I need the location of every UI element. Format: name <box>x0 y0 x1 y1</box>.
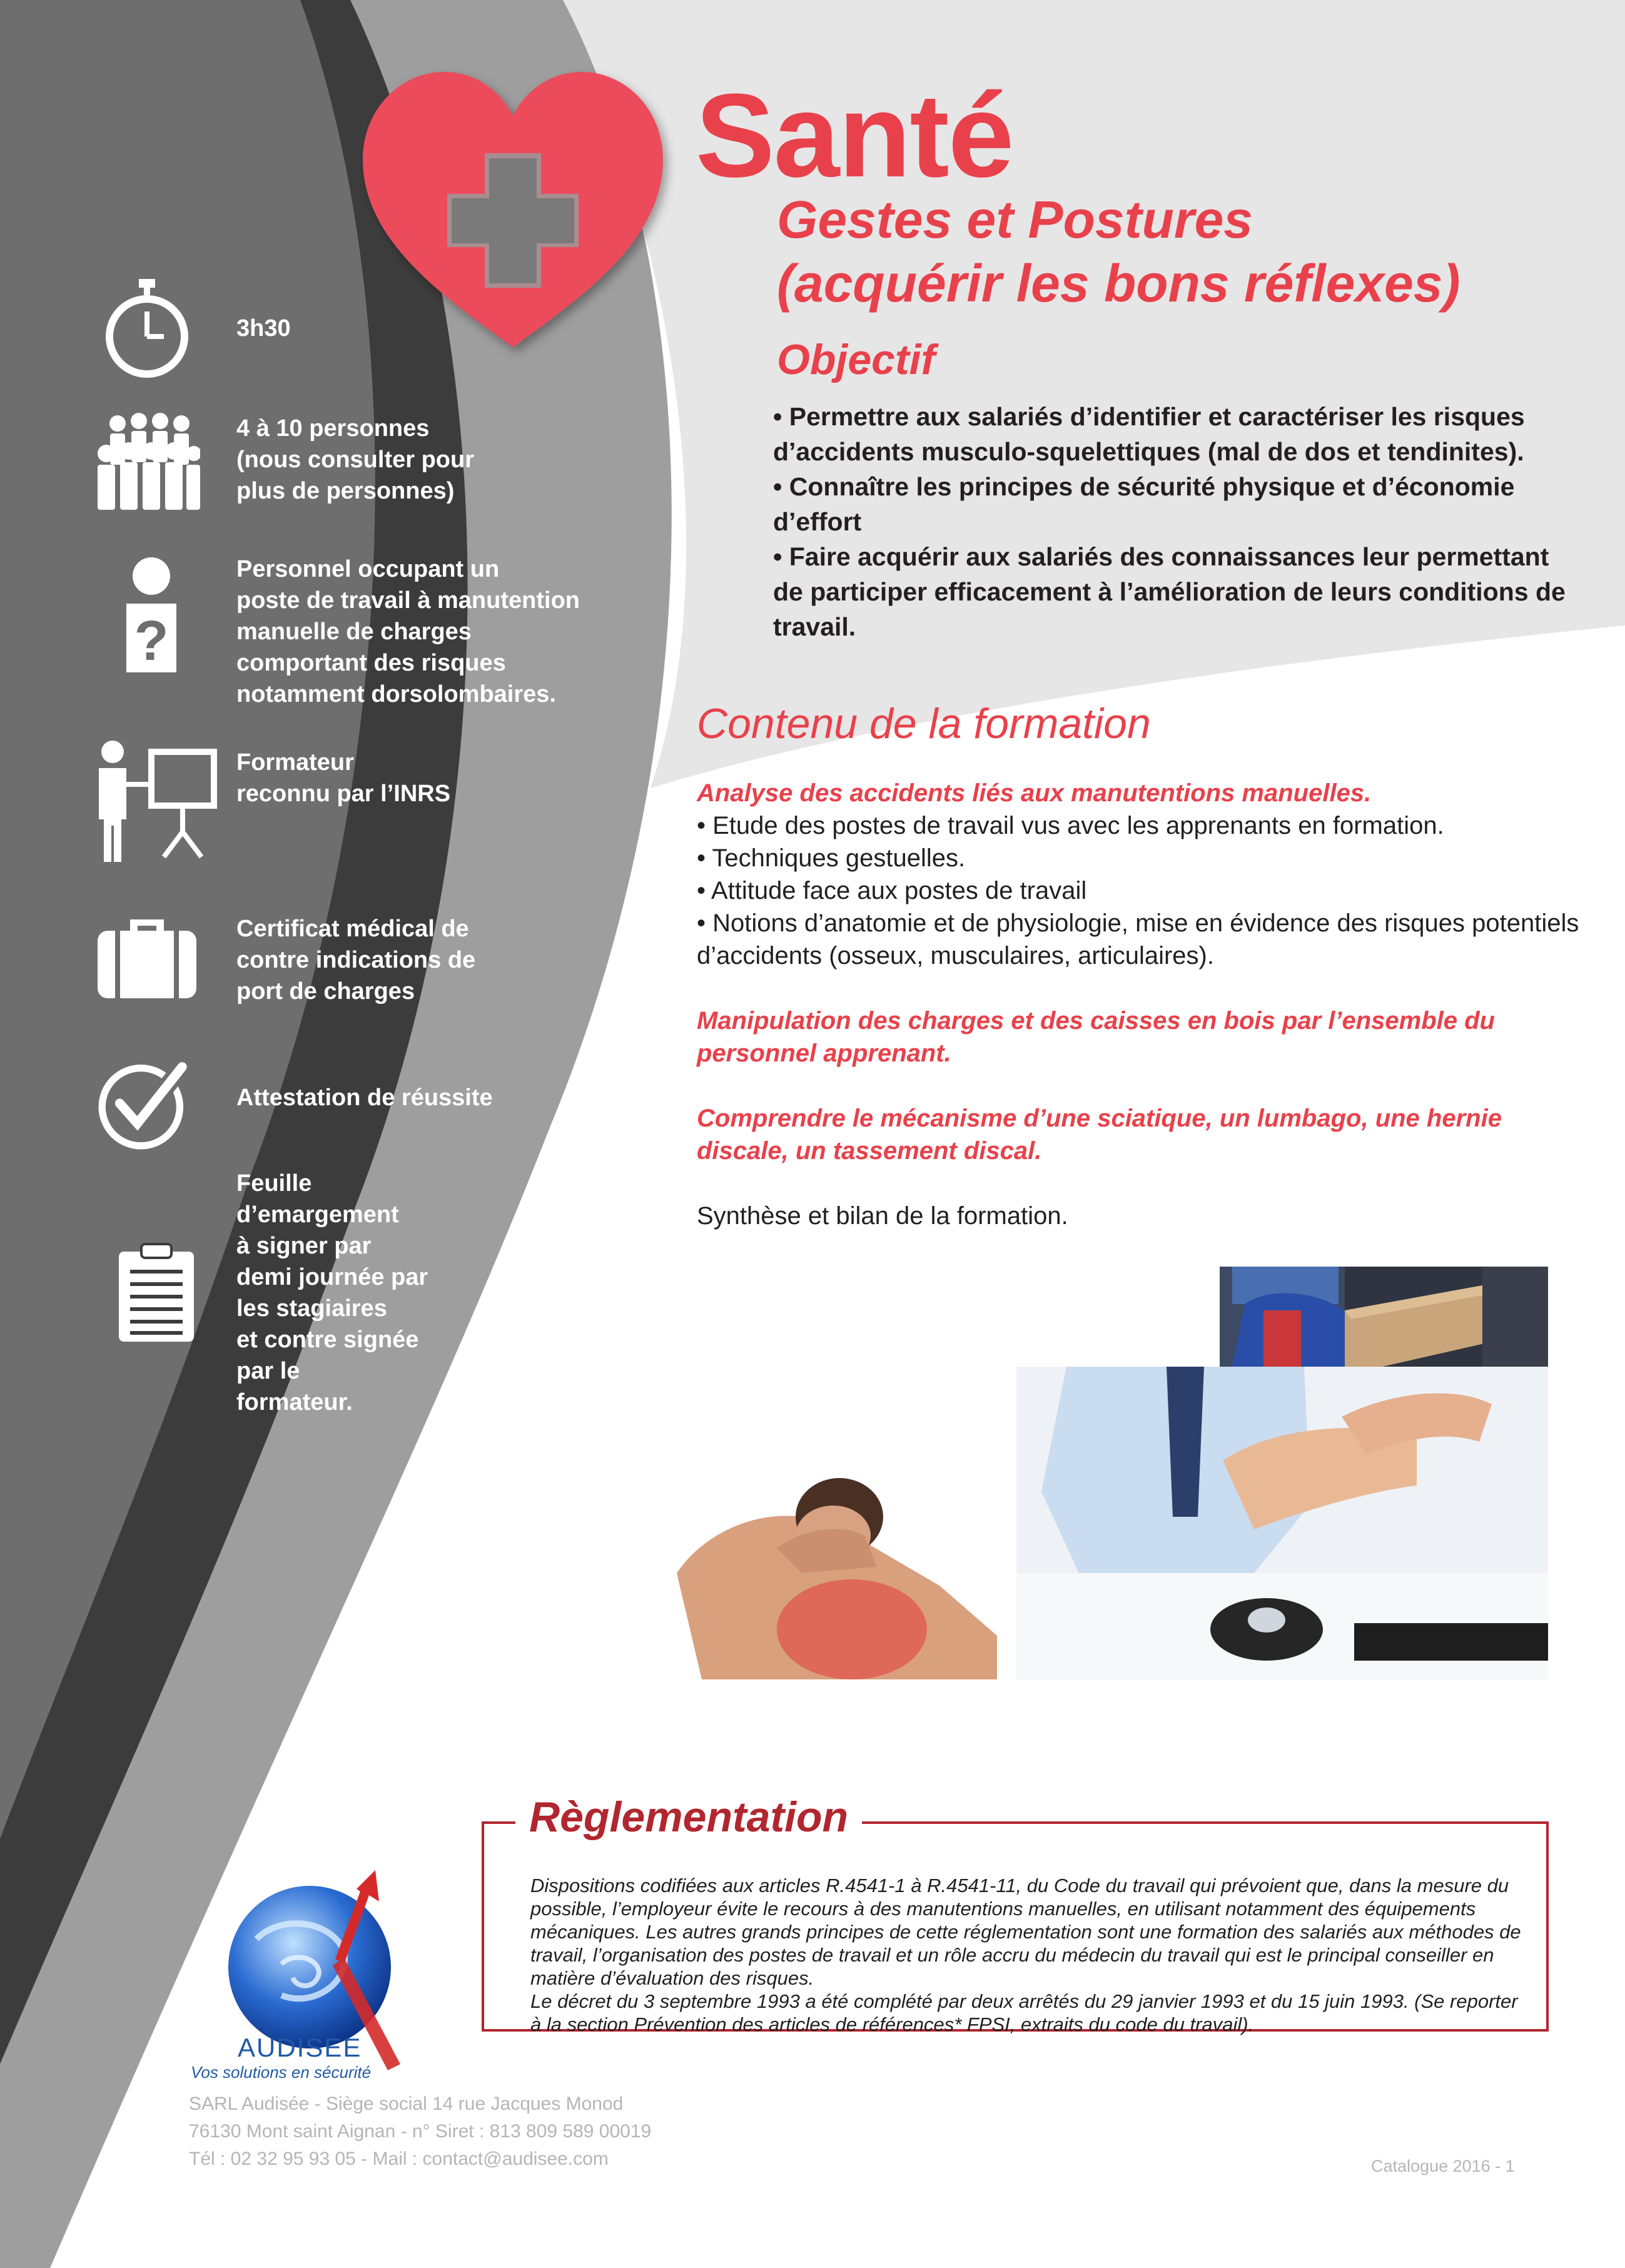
photo-wrist-pain <box>1016 1367 1548 1679</box>
logo-name: AUDISEE <box>238 2033 362 2062</box>
objectif-item: • Permettre aux salariés d’identifier et caractériser les risques d’accidents musculo-squelettiques (mal de dos et tendinites). <box>773 402 1525 466</box>
person-question-icon <box>94 554 200 672</box>
photo-neck-pain <box>677 1473 997 1679</box>
page-title: Santé <box>696 69 1013 202</box>
contenu-item: • Attitude face aux postes de travail <box>697 877 1087 904</box>
objectifs-list <box>773 399 1567 644</box>
footer-line: SARL Audisée - Siège social 14 rue Jacques Monod <box>189 2093 624 2114</box>
contenu-heading: Contenu de la formation <box>697 700 1151 747</box>
clipboard-icon <box>113 1242 200 1342</box>
sidebar-item-text: Certificat médical de contre indications de port de charges <box>236 916 476 1005</box>
contenu-section-title: Analyse des accidents liés aux manutentions manuelles. <box>697 779 1372 807</box>
contenu-section-title: Manipulation des charges et des caisses en bois par l’ensemble du personnel apprenant. <box>697 1007 1495 1067</box>
reglementation-paragraph: Le décret du 3 septembre 1993 a été complété par deux arrêtés du 29 janvier 1993 et du 15 juin 1993. (Se reporter à la section Prévention des articles de références* FPSI, extraits du code du travail). <box>530 1990 1518 2035</box>
group-icon <box>94 410 200 516</box>
svg-text:?: ? <box>134 610 169 672</box>
stopwatch-icon <box>94 275 200 382</box>
footer-line: 76130 Mont saint Aignan - n° Siret : 813 809 589 00019 <box>189 2121 652 2142</box>
sidebar-item-text: Feuille d’emargement à signer par demi journée par les stagiaires et contre signée par le formateur. <box>236 1170 428 1415</box>
photo-lifting-box <box>1220 1267 1548 1367</box>
synthese-text: Synthèse et bilan de la formation. <box>697 1202 1068 1230</box>
logo-tagline: Vos solutions en sécurité <box>191 2063 372 2082</box>
reglementation-heading: Règlementation <box>515 1793 862 1841</box>
objectif-item: • Connaître les principes de sécurité physique et d’économie d’effort <box>773 472 1515 536</box>
subtitle-line-2: (acquérir les bons réflexes) <box>777 254 1460 313</box>
sidebar-item-text: 4 à 10 personnes (nous consulter pour plus de personnes) <box>236 415 474 504</box>
subtitle-line-1: Gestes et Postures <box>777 190 1253 249</box>
objectif-heading: Objectif <box>777 336 936 383</box>
sidebar-item-text: 3h30 <box>236 315 291 342</box>
trainer-board-icon <box>94 738 231 863</box>
catalogue-label: Catalogue 2016 - 1 <box>1371 2157 1515 2175</box>
contenu-item: • Techniques gestuelles. <box>697 844 966 872</box>
sidebar-item-text: Formateur reconnu par l’INRS <box>236 749 451 807</box>
contenu-body <box>697 777 1585 1232</box>
contenu-section-title: Comprendre le mécanisme d’une sciatique, un lumbago, une hernie discale, un tassement discal. <box>697 1105 1502 1165</box>
footer-address <box>189 2090 651 2173</box>
suitcase-icon <box>94 913 200 1001</box>
sidebar-item-text: Personnel occupant un poste de travail à manutention manuelle de charges comportant des risques notamment dorsolombaires. <box>236 556 580 707</box>
sidebar-item-text: Attestation de réussite <box>236 1085 493 1111</box>
check-circle-icon <box>94 1054 194 1154</box>
objectif-item: • Faire acquérir aux salariés des connaissances leur permettant de participer efficacement à l’amélioration de leurs conditions de travail. <box>773 542 1566 641</box>
reglementation-text <box>530 1874 1525 2036</box>
footer-line: Tél : 02 32 95 93 05 - Mail : contact@audisee.com <box>189 2149 609 2169</box>
contenu-item: • Notions d’anatomie et de physiologie, mise en évidence des risques potentiels d’accidents (osseux, musculaires, articulaires). <box>697 909 1579 969</box>
reglementation-paragraph: Dispositions codifiées aux articles R.4541-1 à R.4541-11, du Code du travail qui prévoient que, dans la mesure du possible, l’employeur évite le recours à des manutentions manuelles, en utilisant notamment des équipements mécaniques. Les autres grands principes de cette réglementation sont une formation des salariés aux méthodes de travail, l’organisation des postes de travail et un rôle accru du médecin du travail qui est le principal conseiller en matière d’évaluation des risques. <box>530 1875 1521 1989</box>
contenu-item: • Etude des postes de travail vus avec les apprenants en formation. <box>697 812 1444 839</box>
subtitle <box>777 188 1590 315</box>
